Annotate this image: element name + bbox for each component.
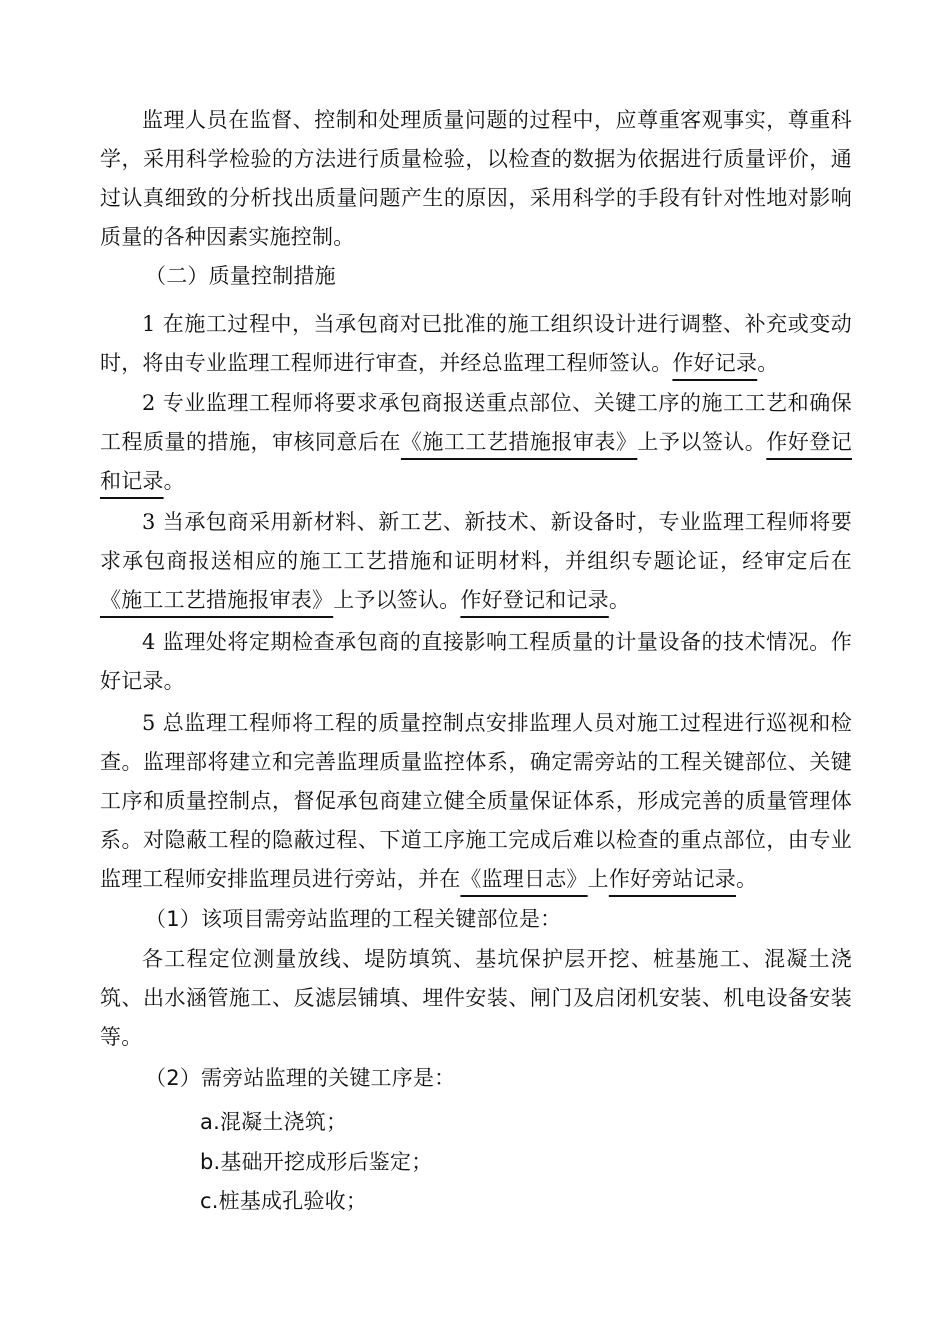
item-text-mid: 上 [587,867,609,891]
underlined-text: 作好登记和记录 [460,588,609,612]
item-text-end: 。 [757,351,779,375]
list-item-c: c.桩基成孔验收； [200,1189,368,1213]
subheading-key-procedures: （2）需旁站监理的关键工序是： [145,1066,456,1090]
underlined-text: 作好登记和记录 [100,430,852,493]
item-number: 1 [142,312,156,336]
item-text: 总监理工程师将工程的质量控制点安排监理人员对施工过程进行巡视和检查。监理部将建立和完善监理质量监控体系，确定需旁站的工程关键部位、关键工序和质量控制点，督促承包商建立健全质量保证体系，形成完善的质量管理体系。对隐蔽工程的隐蔽过程、下道工序施工完成后难以检查的重点部位，由专业监理工程师安排监理员进行旁站，并在 [100,711,852,891]
item-text-mid: 上予以签认。 [333,588,461,612]
underlined-form-name: 《施工工艺措施报审表》 [400,430,638,454]
paragraph-item-5 [100,704,852,899]
item-text: 在施工过程中，当承包商对已批准的施工组织设计进行调整、补充或变动时，将由专业监理工程师进行审查，并经总监理工程师签认。 [100,312,852,375]
underlined-text: 作好记录 [672,351,758,375]
paragraph-principles: 监理人员在监督、控制和处理质量问题的过程中，应尊重客观事实，尊重科学，采用科学检验的方法进行质量检验，以检查的数据为依据进行质量评价，通过认真细致的分析找出质量问题产生的原因，采用科学的手段有针对性地对影响质量的各种因素实施控制。 [100,108,852,249]
underlined-log-name: 《监理日志》 [460,867,588,891]
item-text-mid: 上予以签认。 [637,430,767,454]
item-number: 4 [142,630,156,654]
underlined-text: 作好旁站记录 [608,867,737,891]
list-item-b: b.基础开挖成形后鉴定； [200,1150,433,1174]
item-number: 5 [142,711,156,735]
paragraph-item-4 [100,623,852,701]
item-text-end: 。 [608,588,631,612]
paragraph-key-parts-list: 各工程定位测量放线、堤防填筑、基坑保护层开挖、桩基施工、混凝土浇筑、出水涵管施工、反滤层铺填、埋件安装、闸门及启闭机安装、机电设备安装等。 [100,947,852,1049]
item-number: 3 [142,510,156,534]
item-text-end: 。 [163,469,185,493]
paragraph-item-2 [100,384,852,501]
item-text: 专业监理工程师将要求承包商报送重点部位、关键工序的施工工艺和确保工程质量的措施，审核同意后在 [100,391,852,454]
item-text: 监理处将定期检查承包商的直接影响工程质量的计量设备的技术情况。作好记录。 [100,630,852,693]
item-number: 2 [142,391,156,415]
paragraph-item-1 [100,305,852,383]
paragraph-item-3 [100,503,852,620]
item-text: 当承包商采用新材料、新工艺、新技术、新设备时，专业监理工程师将要求承包商报送相应的施工工艺措施和证明材料，并组织专题论证，经审定后在 [100,510,852,573]
subheading-key-parts: （1）该项目需旁站监理的工程关键部位是： [145,907,562,931]
list-item-a: a.混凝土浇筑； [200,1110,348,1134]
underlined-form-name: 《施工工艺措施报审表》 [100,588,334,612]
section-heading: （二）质量控制措施 [145,264,336,288]
item-text-end: 。 [736,867,758,891]
